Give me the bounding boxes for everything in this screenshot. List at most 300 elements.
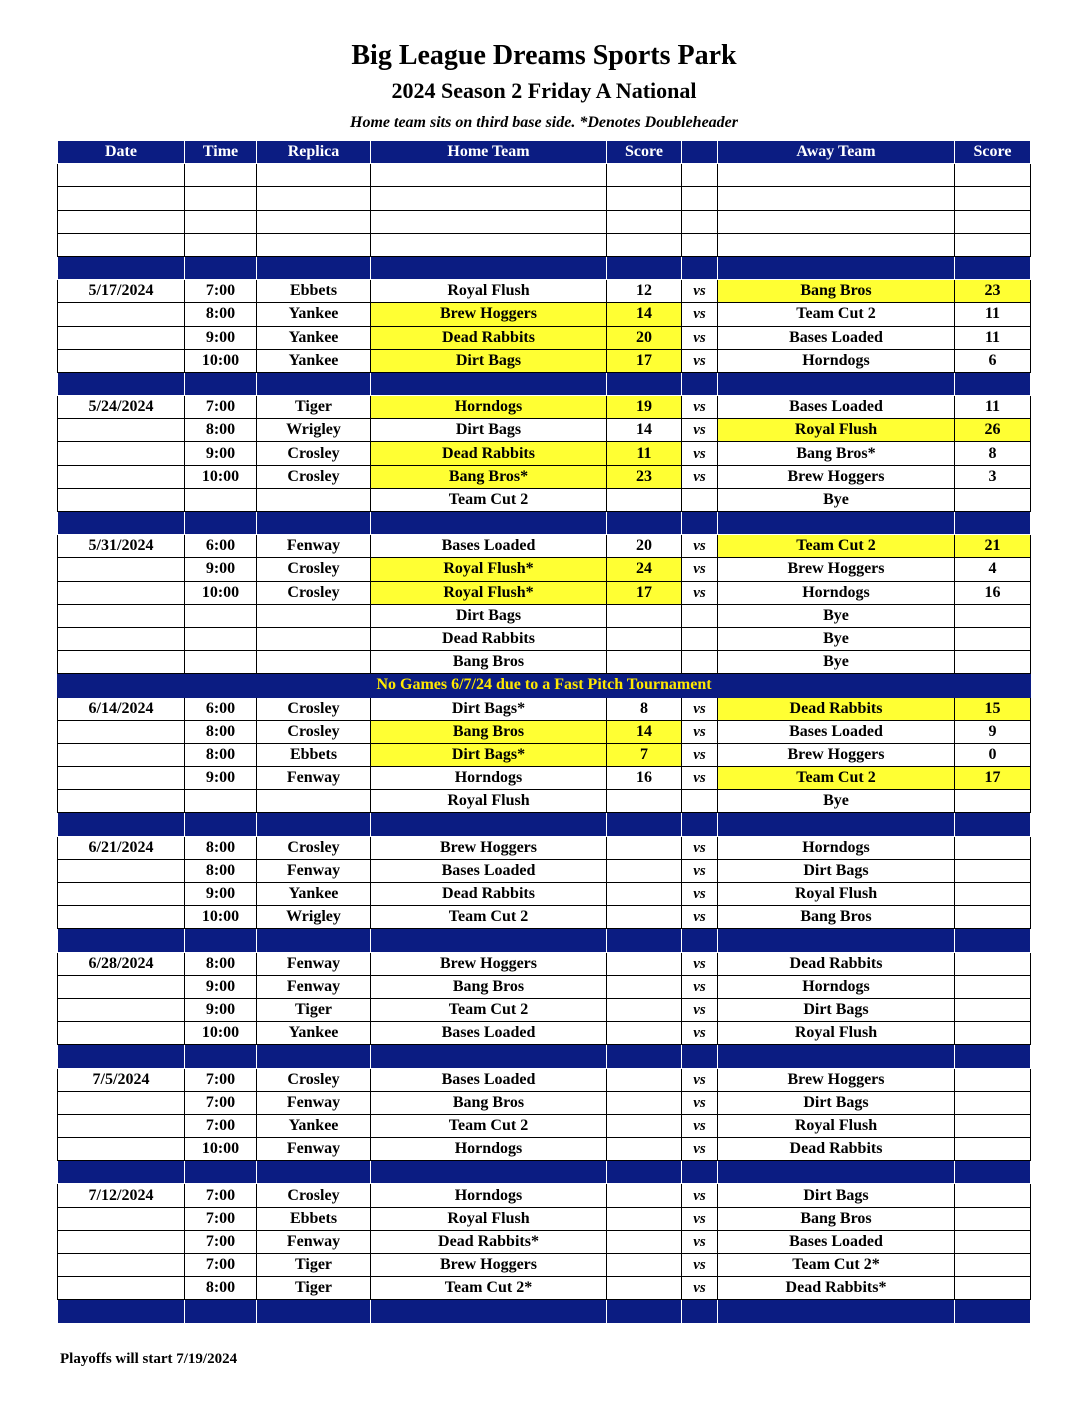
home-team-cell: Dead Rabbits <box>371 883 607 906</box>
vs-cell: vs <box>682 1091 718 1114</box>
empty-cell <box>682 813 718 836</box>
notice-row <box>58 674 1031 697</box>
game-row <box>58 1277 1031 1300</box>
date-cell <box>58 1254 185 1277</box>
away-team-cell: Bang Bros <box>718 906 955 929</box>
empty-cell <box>718 233 955 256</box>
empty-cell <box>371 256 607 279</box>
time-cell <box>185 790 257 813</box>
empty-cell <box>607 256 682 279</box>
empty-cell <box>185 813 257 836</box>
game-row <box>58 419 1031 442</box>
time-cell: 10:00 <box>185 906 257 929</box>
home-score-cell: 23 <box>607 465 682 488</box>
home-team-cell: Bang Bros <box>371 1091 607 1114</box>
game-row <box>58 1114 1031 1137</box>
vs-cell: vs <box>682 303 718 326</box>
away-score-cell <box>955 604 1031 627</box>
home-score-cell: 14 <box>607 303 682 326</box>
date-cell: 7/5/2024 <box>58 1068 185 1091</box>
time-cell: 7:00 <box>185 1184 257 1207</box>
time-cell: 9:00 <box>185 442 257 465</box>
away-team-cell: Team Cut 2 <box>718 767 955 790</box>
home-score-cell: 7 <box>607 743 682 766</box>
replica-cell: Wrigley <box>257 906 371 929</box>
home-score-cell <box>607 998 682 1021</box>
away-score-cell: 6 <box>955 349 1031 372</box>
replica-cell <box>257 627 371 650</box>
home-score-cell <box>607 1254 682 1277</box>
game-row <box>58 1254 1031 1277</box>
date-cell: 5/17/2024 <box>58 280 185 303</box>
game-row <box>58 697 1031 720</box>
empty-cell <box>955 929 1031 952</box>
game-row <box>58 604 1031 627</box>
vs-cell <box>682 790 718 813</box>
game-row <box>58 558 1031 581</box>
col-header-replica: Replica <box>257 141 371 164</box>
home-score-cell: 20 <box>607 535 682 558</box>
home-score-cell <box>607 1114 682 1137</box>
empty-cell <box>955 164 1031 187</box>
home-score-cell <box>607 1091 682 1114</box>
empty-cell <box>955 233 1031 256</box>
home-score-cell <box>607 1138 682 1161</box>
game-row <box>58 1138 1031 1161</box>
replica-cell: Ebbets <box>257 743 371 766</box>
empty-cell <box>682 210 718 233</box>
empty-cell <box>682 256 718 279</box>
away-team-cell: Dead Rabbits <box>718 952 955 975</box>
date-cell: 6/21/2024 <box>58 836 185 859</box>
date-cell <box>58 767 185 790</box>
game-row <box>58 1068 1031 1091</box>
empty-cell <box>257 813 371 836</box>
away-score-cell <box>955 790 1031 813</box>
empty-cell <box>607 929 682 952</box>
empty-cell <box>607 187 682 210</box>
empty-cell <box>682 512 718 535</box>
time-cell: 6:00 <box>185 535 257 558</box>
home-score-cell: 11 <box>607 442 682 465</box>
away-score-cell <box>955 906 1031 929</box>
vs-cell: vs <box>682 743 718 766</box>
vs-cell: vs <box>682 1184 718 1207</box>
empty-cell <box>607 210 682 233</box>
away-score-cell: 3 <box>955 465 1031 488</box>
time-cell: 8:00 <box>185 419 257 442</box>
away-team-cell: Bases Loaded <box>718 396 955 419</box>
away-score-cell <box>955 1254 1031 1277</box>
date-cell <box>58 627 185 650</box>
page-title: Big League Dreams Sports Park <box>351 40 737 71</box>
replica-cell: Yankee <box>257 1022 371 1045</box>
empty-cell <box>371 512 607 535</box>
time-cell <box>185 604 257 627</box>
date-cell <box>58 1022 185 1045</box>
replica-cell: Crosley <box>257 1184 371 1207</box>
time-cell: 7:00 <box>185 396 257 419</box>
replica-cell: Crosley <box>257 720 371 743</box>
time-cell: 9:00 <box>185 998 257 1021</box>
vs-cell: vs <box>682 558 718 581</box>
home-team-cell: Horndogs <box>371 396 607 419</box>
home-score-cell <box>607 604 682 627</box>
vs-cell: vs <box>682 952 718 975</box>
date-cell <box>58 1277 185 1300</box>
replica-cell: Crosley <box>257 697 371 720</box>
time-cell: 8:00 <box>185 303 257 326</box>
game-row <box>58 998 1031 1021</box>
home-score-cell <box>607 651 682 674</box>
away-team-cell: Horndogs <box>718 836 955 859</box>
vs-cell: vs <box>682 1230 718 1253</box>
empty-cell <box>185 210 257 233</box>
game-row <box>58 326 1031 349</box>
replica-cell: Yankee <box>257 326 371 349</box>
date-cell <box>58 651 185 674</box>
vs-cell: vs <box>682 1207 718 1230</box>
away-score-cell: 11 <box>955 303 1031 326</box>
empty-cell <box>371 164 607 187</box>
home-score-cell: 16 <box>607 767 682 790</box>
home-team-cell: Bases Loaded <box>371 535 607 558</box>
home-team-cell: Bases Loaded <box>371 859 607 882</box>
home-score-cell <box>607 1277 682 1300</box>
vs-cell: vs <box>682 465 718 488</box>
away-team-cell: Dead Rabbits <box>718 1138 955 1161</box>
away-team-cell: Dirt Bags <box>718 1184 955 1207</box>
replica-cell <box>257 488 371 511</box>
empty-cell <box>607 1161 682 1184</box>
date-cell <box>58 790 185 813</box>
col-header-home-team: Home Team <box>371 141 607 164</box>
replica-cell: Fenway <box>257 1230 371 1253</box>
empty-cell <box>955 1300 1031 1323</box>
date-cell <box>58 604 185 627</box>
home-score-cell <box>607 836 682 859</box>
empty-cell <box>58 1045 185 1068</box>
replica-cell: Crosley <box>257 558 371 581</box>
date-cell <box>58 859 185 882</box>
away-team-cell: Brew Hoggers <box>718 743 955 766</box>
game-row <box>58 442 1031 465</box>
time-cell: 9:00 <box>185 883 257 906</box>
col-header-date: Date <box>58 141 185 164</box>
replica-cell: Yankee <box>257 883 371 906</box>
away-score-cell: 26 <box>955 419 1031 442</box>
replica-cell: Tiger <box>257 1277 371 1300</box>
home-team-cell: Bang Bros <box>371 651 607 674</box>
empty-cell <box>607 233 682 256</box>
away-team-cell: Royal Flush <box>718 1022 955 1045</box>
away-team-cell: Bases Loaded <box>718 326 955 349</box>
vs-cell: vs <box>682 326 718 349</box>
home-team-cell: Dirt Bags <box>371 604 607 627</box>
home-team-cell: Team Cut 2 <box>371 906 607 929</box>
time-cell: 8:00 <box>185 952 257 975</box>
time-cell: 7:00 <box>185 1207 257 1230</box>
empty-cell <box>257 1300 371 1323</box>
home-team-cell: Team Cut 2 <box>371 998 607 1021</box>
home-score-cell: 14 <box>607 419 682 442</box>
empty-cell <box>257 1045 371 1068</box>
away-team-cell: Brew Hoggers <box>718 558 955 581</box>
home-team-cell: Dirt Bags* <box>371 697 607 720</box>
away-score-cell <box>955 488 1031 511</box>
vs-cell: vs <box>682 767 718 790</box>
empty-cell <box>607 813 682 836</box>
schedule-body <box>58 164 1031 1323</box>
away-team-cell: Royal Flush <box>718 419 955 442</box>
date-cell <box>58 465 185 488</box>
empty-cell <box>58 1300 185 1323</box>
time-cell <box>185 651 257 674</box>
away-team-cell: Bases Loaded <box>718 1230 955 1253</box>
home-team-cell: Dead Rabbits <box>371 326 607 349</box>
empty-cell <box>185 372 257 395</box>
away-score-cell <box>955 1184 1031 1207</box>
empty-cell <box>718 1045 955 1068</box>
vs-cell <box>682 651 718 674</box>
blank-row <box>58 210 1031 233</box>
time-cell: 9:00 <box>185 326 257 349</box>
replica-cell: Fenway <box>257 975 371 998</box>
date-cell: 6/28/2024 <box>58 952 185 975</box>
game-row <box>58 1230 1031 1253</box>
away-score-cell: 11 <box>955 396 1031 419</box>
time-cell: 10:00 <box>185 1022 257 1045</box>
away-team-cell: Bang Bros* <box>718 442 955 465</box>
away-score-cell <box>955 1230 1031 1253</box>
away-team-cell: Bye <box>718 790 955 813</box>
home-score-cell: 19 <box>607 396 682 419</box>
home-team-cell: Dead Rabbits <box>371 442 607 465</box>
game-row <box>58 767 1031 790</box>
vs-cell: vs <box>682 419 718 442</box>
home-score-cell <box>607 1022 682 1045</box>
time-cell: 9:00 <box>185 558 257 581</box>
time-cell: 7:00 <box>185 1254 257 1277</box>
home-score-cell <box>607 488 682 511</box>
vs-cell: vs <box>682 1068 718 1091</box>
home-score-cell <box>607 1230 682 1253</box>
vs-cell: vs <box>682 998 718 1021</box>
away-score-cell <box>955 627 1031 650</box>
away-score-cell: 8 <box>955 442 1031 465</box>
empty-cell <box>371 929 607 952</box>
vs-cell: vs <box>682 1138 718 1161</box>
replica-cell: Crosley <box>257 581 371 604</box>
home-score-cell: 12 <box>607 280 682 303</box>
time-cell: 9:00 <box>185 767 257 790</box>
date-cell <box>58 1091 185 1114</box>
date-cell <box>58 581 185 604</box>
date-cell <box>58 488 185 511</box>
game-row <box>58 581 1031 604</box>
date-cell: 5/24/2024 <box>58 396 185 419</box>
game-row <box>58 1022 1031 1045</box>
empty-cell <box>257 210 371 233</box>
date-cell <box>58 558 185 581</box>
date-cell <box>58 975 185 998</box>
blank-row <box>58 233 1031 256</box>
empty-cell <box>257 256 371 279</box>
empty-cell <box>257 164 371 187</box>
empty-cell <box>955 210 1031 233</box>
empty-cell <box>682 164 718 187</box>
empty-cell <box>718 372 955 395</box>
replica-cell: Fenway <box>257 767 371 790</box>
away-score-cell: 11 <box>955 326 1031 349</box>
game-row <box>58 1184 1031 1207</box>
home-score-cell <box>607 975 682 998</box>
vs-cell: vs <box>682 581 718 604</box>
date-cell <box>58 442 185 465</box>
home-team-cell: Horndogs <box>371 1184 607 1207</box>
vs-cell: vs <box>682 859 718 882</box>
vs-cell: vs <box>682 906 718 929</box>
home-team-cell: Bang Bros <box>371 975 607 998</box>
separator-row <box>58 512 1031 535</box>
vs-cell: vs <box>682 720 718 743</box>
vs-cell: vs <box>682 396 718 419</box>
empty-cell <box>955 187 1031 210</box>
empty-cell <box>607 164 682 187</box>
replica-cell: Ebbets <box>257 1207 371 1230</box>
away-score-cell <box>955 1068 1031 1091</box>
col-header-away-team: Away Team <box>718 141 955 164</box>
empty-cell <box>718 512 955 535</box>
empty-cell <box>257 512 371 535</box>
empty-cell <box>682 929 718 952</box>
away-score-cell: 17 <box>955 767 1031 790</box>
home-score-cell <box>607 906 682 929</box>
empty-cell <box>718 164 955 187</box>
separator-row <box>58 1300 1031 1323</box>
home-score-cell <box>607 1068 682 1091</box>
away-team-cell: Brew Hoggers <box>718 1068 955 1091</box>
replica-cell <box>257 604 371 627</box>
empty-cell <box>718 1161 955 1184</box>
away-team-cell: Dirt Bags <box>718 1091 955 1114</box>
away-score-cell: 16 <box>955 581 1031 604</box>
date-cell <box>58 1207 185 1230</box>
away-team-cell: Dirt Bags <box>718 998 955 1021</box>
page-subtitle: 2024 Season 2 Friday A National <box>391 78 697 103</box>
game-row <box>58 1207 1031 1230</box>
replica-cell: Yankee <box>257 303 371 326</box>
date-cell <box>58 349 185 372</box>
replica-cell: Wrigley <box>257 419 371 442</box>
home-team-cell: Royal Flush* <box>371 581 607 604</box>
away-team-cell: Bases Loaded <box>718 720 955 743</box>
game-row <box>58 627 1031 650</box>
away-team-cell: Royal Flush <box>718 883 955 906</box>
replica-cell: Fenway <box>257 1138 371 1161</box>
away-team-cell: Bye <box>718 488 955 511</box>
empty-cell <box>955 813 1031 836</box>
home-team-cell: Bases Loaded <box>371 1022 607 1045</box>
col-header-away-score: Score <box>955 141 1031 164</box>
empty-cell <box>371 210 607 233</box>
time-cell: 7:00 <box>185 1230 257 1253</box>
empty-cell <box>371 1045 607 1068</box>
empty-cell <box>185 233 257 256</box>
game-row <box>58 465 1031 488</box>
date-cell <box>58 720 185 743</box>
time-cell: 10:00 <box>185 581 257 604</box>
away-team-cell: Bye <box>718 627 955 650</box>
empty-cell <box>955 512 1031 535</box>
time-cell: 9:00 <box>185 975 257 998</box>
empty-cell <box>185 512 257 535</box>
date-cell <box>58 1230 185 1253</box>
replica-cell: Yankee <box>257 349 371 372</box>
empty-cell <box>718 813 955 836</box>
empty-cell <box>185 187 257 210</box>
empty-cell <box>955 256 1031 279</box>
empty-cell <box>371 187 607 210</box>
time-cell: 6:00 <box>185 697 257 720</box>
replica-cell: Tiger <box>257 998 371 1021</box>
empty-cell <box>58 256 185 279</box>
replica-cell: Tiger <box>257 396 371 419</box>
away-score-cell <box>955 651 1031 674</box>
empty-cell <box>955 1161 1031 1184</box>
empty-cell <box>185 164 257 187</box>
col-header-time: Time <box>185 141 257 164</box>
away-score-cell <box>955 998 1031 1021</box>
schedule-table <box>57 140 1031 1324</box>
game-row <box>58 883 1031 906</box>
away-score-cell <box>955 883 1031 906</box>
time-cell: 8:00 <box>185 743 257 766</box>
home-team-cell: Dead Rabbits* <box>371 1230 607 1253</box>
separator-row <box>58 929 1031 952</box>
away-team-cell: Bang Bros <box>718 280 955 303</box>
empty-cell <box>58 512 185 535</box>
empty-cell <box>682 1045 718 1068</box>
home-team-cell: Team Cut 2* <box>371 1277 607 1300</box>
vs-cell: vs <box>682 280 718 303</box>
time-cell: 10:00 <box>185 1138 257 1161</box>
time-cell: 8:00 <box>185 1277 257 1300</box>
date-cell <box>58 1138 185 1161</box>
date-cell <box>58 303 185 326</box>
home-team-cell: Dirt Bags <box>371 419 607 442</box>
home-score-cell: 20 <box>607 326 682 349</box>
vs-cell <box>682 488 718 511</box>
date-cell <box>58 743 185 766</box>
replica-cell: Yankee <box>257 1114 371 1137</box>
empty-cell <box>257 233 371 256</box>
away-score-cell <box>955 1207 1031 1230</box>
empty-cell <box>607 372 682 395</box>
away-team-cell: Dead Rabbits <box>718 697 955 720</box>
empty-cell <box>185 1045 257 1068</box>
time-cell: 10:00 <box>185 465 257 488</box>
home-team-cell: Horndogs <box>371 1138 607 1161</box>
replica-cell <box>257 651 371 674</box>
home-team-cell: Dead Rabbits <box>371 627 607 650</box>
replica-cell: Crosley <box>257 836 371 859</box>
away-score-cell: 0 <box>955 743 1031 766</box>
empty-cell <box>58 233 185 256</box>
empty-cell <box>955 372 1031 395</box>
away-score-cell <box>955 1022 1031 1045</box>
empty-cell <box>257 187 371 210</box>
